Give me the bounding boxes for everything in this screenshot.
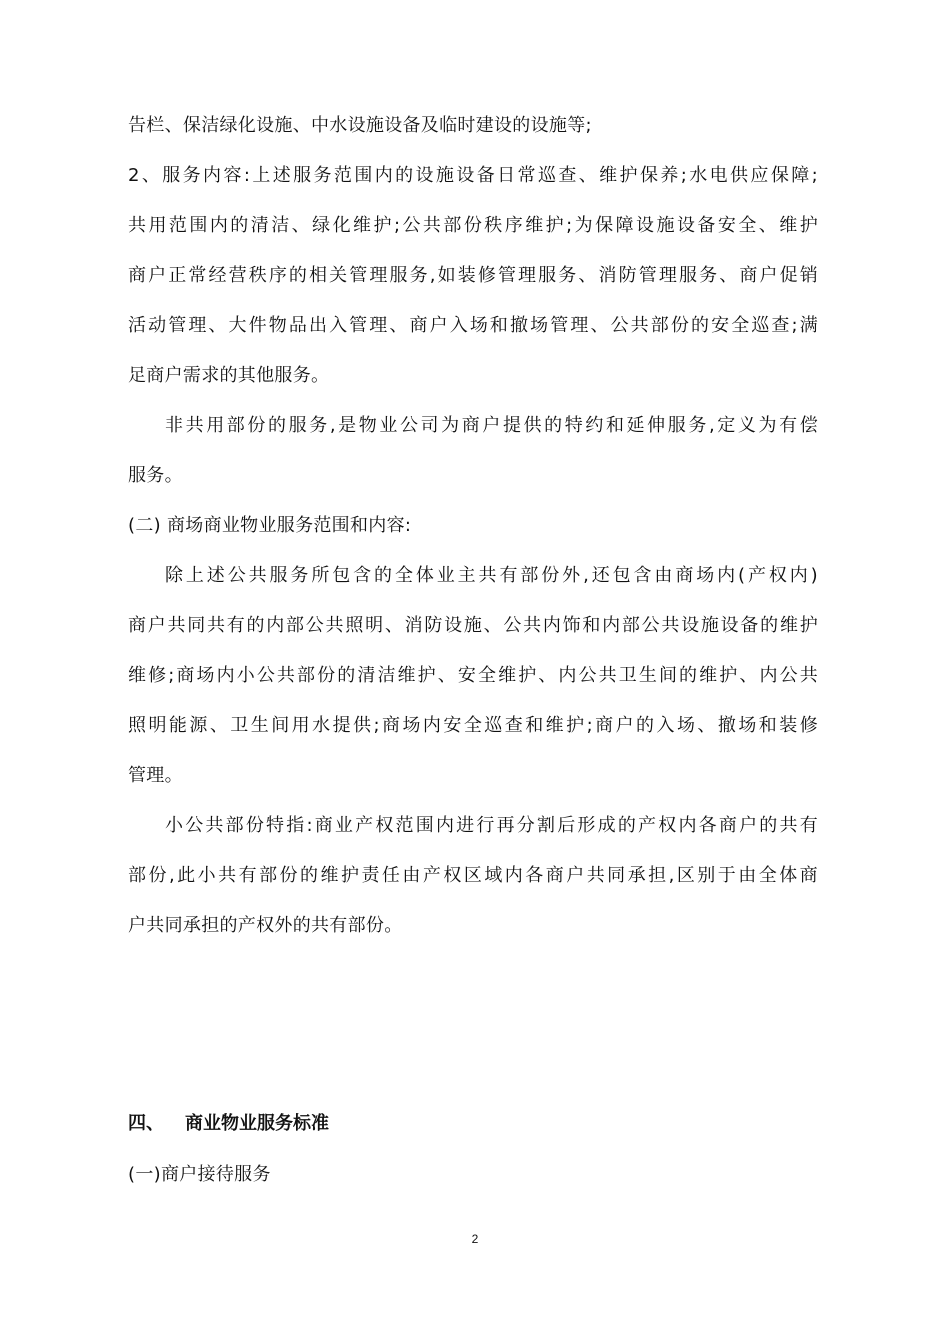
- paragraph-line: 服务。: [128, 465, 183, 486]
- subsection-title: (一)商户接待服务: [128, 1164, 271, 1185]
- paragraph-line: 2、服务内容:上述服务范围内的设施设备日常巡查、维护保养;水电供应保障;: [128, 165, 818, 186]
- paragraph-line: 照明能源、卫生间用水提供;商场内安全巡查和维护;商户的入场、撤场和装修: [128, 715, 818, 736]
- paragraph-line: 非共用部份的服务,是物业公司为商户提供的特约和延伸服务,定义为有偿: [165, 415, 818, 436]
- paragraph-line: 管理。: [128, 765, 183, 786]
- section-title: 商业物业服务标准: [185, 1113, 329, 1134]
- section-number: 四、: [128, 1113, 164, 1134]
- paragraph-line: 足商户需求的其他服务。: [128, 365, 330, 386]
- paragraph-line: 活动管理、大件物品出入管理、商户入场和撤场管理、公共部份的安全巡查;满: [128, 315, 818, 336]
- paragraph-line: 商户正常经营秩序的相关管理服务,如装修管理服务、消防管理服务、商户促销: [128, 265, 818, 286]
- subheading: (二) 商场商业物业服务范围和内容:: [128, 515, 412, 536]
- paragraph-line: 部份,此小共有部份的维护责任由产权区域内各商户共同承担,区别于由全体商: [128, 865, 818, 886]
- paragraph-line: 除上述公共服务所包含的全体业主共有部份外,还包含由商场内(产权内): [165, 565, 818, 586]
- paragraph-line: 共用范围内的清洁、绿化维护;公共部份秩序维护;为保障设施设备安全、维护: [128, 215, 818, 236]
- paragraph-line: 维修;商场内小公共部份的清洁维护、安全维护、内公共卫生间的维护、内公共: [128, 665, 818, 686]
- paragraph-line: 小公共部份特指:商业产权范围内进行再分割后形成的产权内各商户的共有: [165, 815, 818, 836]
- page-number: 2: [471, 1232, 479, 1246]
- paragraph-line: 商户共同共有的内部公共照明、消防设施、公共内饰和内部公共设施设备的维护: [128, 615, 818, 636]
- paragraph-line: 告栏、保洁绿化设施、中水设施设备及临时建设的设施等;: [128, 115, 592, 136]
- paragraph-line: 户共同承担的产权外的共有部份。: [128, 915, 403, 936]
